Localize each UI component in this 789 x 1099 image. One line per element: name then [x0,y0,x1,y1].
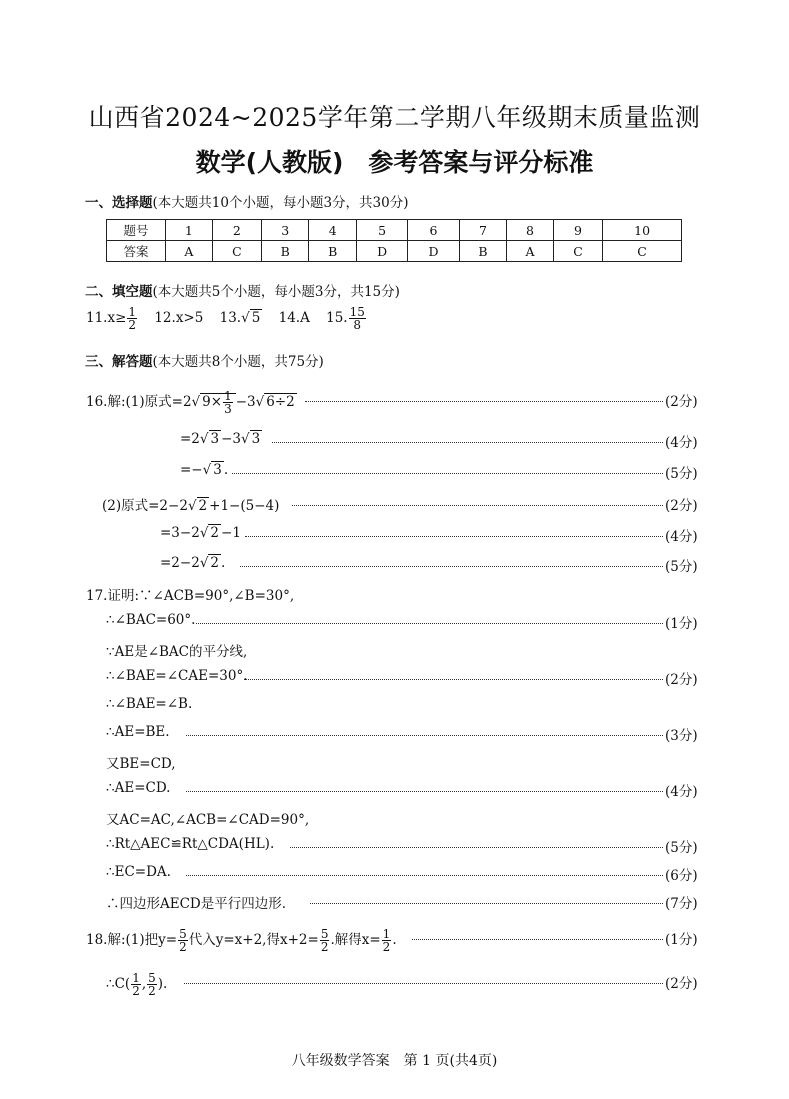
answer-text: 15. [326,310,348,326]
solution-line [0,612,789,636]
radicand: 2 [210,525,220,541]
score-label: (1分) [665,932,698,948]
leader-dots [184,972,663,984]
expr: =3−2 [160,525,200,541]
score-label: (6分) [665,868,698,884]
table-cell: 5 [356,220,407,241]
solution-line [0,494,789,518]
solution-text: =−√ 3 . [180,462,229,478]
solution-text [106,972,167,997]
section-choice-heading [85,191,408,211]
table-cell: 3 [262,220,309,241]
numerator: 1 [132,971,140,985]
section-note: (本大题共8个小题，共75分) [152,354,324,370]
table-cell: 6 [408,220,459,241]
solution-text: 又AC=AC,∠ACB=∠CAD=90°, [106,812,310,828]
numerator: 1 [382,927,391,941]
fill-answer-13: 13.√ 5 [219,310,261,326]
leader-dots [245,525,663,537]
radicand: 3 [210,431,220,447]
solution-line [0,640,789,664]
leader-dots [272,431,663,443]
solution-text: ∴∠BAE=∠B. [106,696,193,712]
fraction [382,928,392,953]
score-label: (4分) [665,784,698,800]
solution-text: 又BE=CD, [106,756,176,772]
expr: =2−2 [160,555,200,571]
leader-dots [290,836,663,848]
fraction [131,972,141,997]
solution-text: =2√ 3 −3√ 3 [180,431,261,447]
denominator: 3 [224,402,232,416]
table-cell: D [356,241,407,262]
answer-text: 11.x≥ [86,310,127,326]
fill-answer-11 [86,305,138,332]
solution-line [0,584,789,608]
radicand: 5 [251,310,261,326]
expr: 16.解:(1)原式=2 [86,394,192,410]
fill-answer-15 [326,305,367,332]
table-cell: 8 [507,220,554,241]
solution-line [0,780,789,804]
solution-text: ∴EC=DA. [106,864,171,880]
numerator: 1 [128,305,137,319]
table-cell: 7 [459,220,506,241]
solution-text: =2−2√ 2 . [160,555,226,571]
expr: ∴C( [106,976,131,992]
solution-text: ∴∠BAE=∠CAE=30°. [106,668,248,684]
leader-dots [196,612,663,624]
solution-line [0,555,789,579]
leader-dots [305,390,663,402]
expr: =− [180,462,203,478]
radicand: 6÷2 [266,394,295,410]
score-label: (7分) [665,896,698,912]
score-label: (5分) [665,559,698,575]
denominator: 2 [320,940,329,954]
expr: 代入y=x+2,得x+2= [188,932,319,948]
section-label: 二、填空题 [85,284,153,300]
radicand: 3 [251,431,261,447]
expr: . [392,932,397,948]
numerator: 5 [320,927,329,941]
leader-dots [310,892,663,904]
radicand: 3 [213,462,222,478]
denominator: 2 [128,318,137,332]
table-cell: C [553,241,602,262]
solution-line [0,525,789,549]
numerator: 1 [224,389,232,403]
solution-line [0,724,789,748]
leader-dots [186,864,663,876]
section-label: 三、解答题 [85,354,153,370]
expr: −3 [235,394,256,410]
denominator: 2 [179,940,187,954]
table-cell: A [507,241,554,262]
radicand: 2 [198,498,208,514]
leader-dots [240,555,663,567]
table-cell: B [262,241,309,262]
solution-line [0,864,789,888]
radicand [200,389,236,416]
page-footer: 八年级数学答案 第 1 页(共4页) [291,1053,498,1069]
score-label: (2分) [665,672,698,688]
leader-dots [244,668,663,680]
solution-text [86,928,397,953]
denominator: 2 [132,984,140,998]
solution-text: ∴AE=CD. [106,780,171,796]
section-fill-heading [85,280,400,300]
solution-line [0,836,789,860]
solution-text: =3−2√ 2 −1 [160,525,241,541]
expr: 9× [202,394,223,410]
table-row [107,220,682,241]
leader-dots [186,724,663,736]
score-label: (4分) [665,529,698,545]
table-cell: 1 [166,220,213,241]
table-cell: B [309,241,356,262]
table-header-cell: 答案 [107,241,166,262]
score-label: (1分) [665,616,698,632]
score-label: (5分) [665,840,698,856]
solution-line [0,390,789,414]
section-solve-heading [85,350,324,370]
denominator: 8 [353,318,362,332]
leader-dots [292,494,663,506]
denominator: 2 [148,984,156,998]
expr: ). [157,976,168,992]
expr: −1 [221,525,241,541]
solution-line [0,972,789,996]
numerator: 5 [148,971,156,985]
fill-answer-14: 14.A [278,310,310,326]
expr: (2)原式=2−2 [102,498,188,514]
expr: =2 [180,431,200,447]
fraction [349,306,366,331]
solution-line [0,808,789,832]
table-cell: D [408,241,459,262]
solution-text: 16.解:(1)原式=2√ 9× $\frac{1}{3}$ −3√ 6÷2 [86,389,295,416]
solution-text: ∴AE=BE. [106,724,170,740]
table-cell: 2 [212,220,261,241]
score-label: (5分) [665,466,698,482]
fraction [223,390,233,415]
expr: .解得x= [330,932,381,948]
answer-text: 13. [219,310,242,326]
answer-table [106,219,682,262]
solution-line [0,892,789,916]
score-label: (3分) [665,728,698,744]
solution-line [0,431,789,455]
document-title: 山西省2024~2025学年第二学期八年级期末质量监测 [88,103,701,132]
solution-line [0,462,789,486]
table-row [107,241,682,262]
table-cell: C [212,241,261,262]
document-subtitle: 数学(人教版) 参考答案与评分标准 [195,148,594,177]
table-cell: A [166,241,213,262]
table-header-cell: 题号 [107,220,166,241]
fraction [127,306,137,331]
table-cell: 10 [603,220,682,241]
fill-answers [86,306,367,331]
fraction [178,928,188,953]
numerator: 5 [179,927,187,941]
table-cell: B [459,241,506,262]
leader-dots [232,462,663,474]
solution-text: (2)原式=2−2√ 2 +1−(5−4) [102,498,280,514]
solution-text: ∴Rt△AEC≌Rt△CDA(HL). [106,836,275,852]
table-cell: 9 [553,220,602,241]
expr: . [221,555,226,571]
expr: . [223,462,229,478]
score-label: (2分) [665,976,698,992]
radicand: 2 [210,555,220,571]
table-cell: 4 [309,220,356,241]
section-label: 一、选择题 [85,195,153,211]
solution-text: 17.证明:∵∠ACB=90°,∠B=30°, [86,588,295,604]
solution-text: ∵AE是∠BAC的平分线, [106,644,248,660]
expr: +1−(5−4) [209,498,280,514]
score-label: (4分) [665,435,698,451]
solution-text: ∴∠BAC=60°. [106,612,196,628]
numerator: 15 [349,305,365,319]
solution-line [0,668,789,692]
expr: 18.解:(1)把y= [86,932,178,948]
expr: −3 [221,431,242,447]
solution-line [0,696,789,720]
section-note: (本大题共5个小题，每小题3分，共15分) [152,284,400,300]
solution-line [0,752,789,776]
score-label: (2分) [665,498,698,514]
fill-answer-12: 12.x>5 [154,310,204,326]
solution-line [0,928,789,952]
table-cell: C [603,241,682,262]
fraction [320,928,330,953]
section-note: (本大题共10个小题，每小题3分，共30分) [152,195,409,211]
denominator: 2 [382,940,391,954]
expr: , [141,976,147,992]
fraction [147,972,157,997]
solution-text: ∴四边形AECD是平行四边形. [106,896,287,912]
leader-dots [186,780,663,792]
score-label: (2分) [665,394,698,410]
leader-dots [412,928,663,940]
